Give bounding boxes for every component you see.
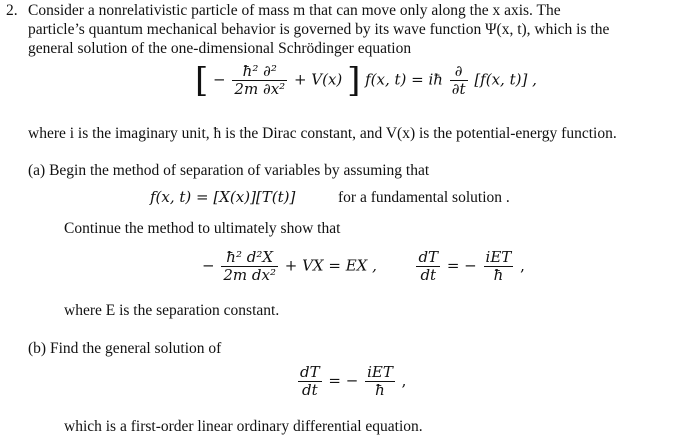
partial-t-fraction <box>450 63 468 98</box>
dt-denominator: dt <box>301 381 318 399</box>
iet-fraction <box>365 364 395 399</box>
part-a-equation <box>202 249 525 284</box>
kinetic-denominator: 2m dx² <box>223 266 276 284</box>
part-b-equation <box>296 364 406 399</box>
left-bracket: [ <box>195 60 209 101</box>
rhs-tail: [f(x, t)] , <box>474 70 537 89</box>
potential-term: + V(x) <box>293 70 343 89</box>
problem-number: 2. <box>6 2 18 19</box>
equals-minus: = − <box>446 256 477 275</box>
dt-numerator: dT <box>418 248 439 266</box>
which-line: which is a first-order linear ordinary differential equation. <box>64 418 423 435</box>
kinetic-fraction <box>221 249 278 284</box>
minus-sign: − <box>202 256 215 275</box>
intro-line-3: general solution of the one-dimensional Schrödinger equation <box>28 40 412 57</box>
kinetic-numerator: ħ² d²X <box>221 249 278 267</box>
equals-minus: = − <box>328 371 359 390</box>
dt-numerator: dT <box>300 363 320 381</box>
part-a-label: (a) Begin the method of separation of variables by assuming that <box>28 162 430 179</box>
kinetic-numerator: ħ² ∂² <box>232 63 287 81</box>
energy-term: + VX = EX , <box>284 256 377 275</box>
partial-denominator: ∂t <box>451 80 466 98</box>
time-derivative-fraction <box>416 249 440 284</box>
iet-numerator: iET <box>367 363 393 381</box>
continue-line: Continue the method to ultimately show that <box>64 220 341 237</box>
partial-numerator: ∂ <box>450 63 468 81</box>
kinetic-denominator: 2m ∂x² <box>234 80 286 98</box>
iet-denominator: ħ <box>375 381 385 399</box>
time-derivative-fraction <box>298 364 322 399</box>
dt-denominator: dt <box>420 266 437 284</box>
assumption-tail: for a fundamental solution . <box>338 189 510 206</box>
comma: , <box>520 256 525 275</box>
assumption-equation: f(x, t) = [X(x)][T(t)] <box>150 188 296 206</box>
iet-fraction <box>484 249 514 284</box>
part-b-label: (b) Find the general solution of <box>28 340 222 357</box>
comma: , <box>401 371 407 390</box>
kinetic-fraction <box>232 63 287 98</box>
f-xt-term: f(x, t) = iħ <box>365 70 443 89</box>
minus-sign: − <box>213 70 226 89</box>
where-line-1: where i is the imaginary unit, ħ is the Dirac constant, and V(x) is the potential-energy function. <box>28 125 617 142</box>
right-bracket: ] <box>347 60 361 101</box>
schrodinger-equation <box>195 60 537 101</box>
intro-line-1: Consider a nonrelativistic particle of mass m that can move only along the x axis. The <box>28 2 561 19</box>
iet-numerator: iET <box>485 248 512 266</box>
intro-line-2: particle’s quantum mechanical behavior is governed by its wave function Ψ(x, t), which is the <box>28 21 610 38</box>
separation-constant-line: where E is the separation constant. <box>64 302 280 319</box>
iet-denominator: ħ <box>493 266 504 284</box>
